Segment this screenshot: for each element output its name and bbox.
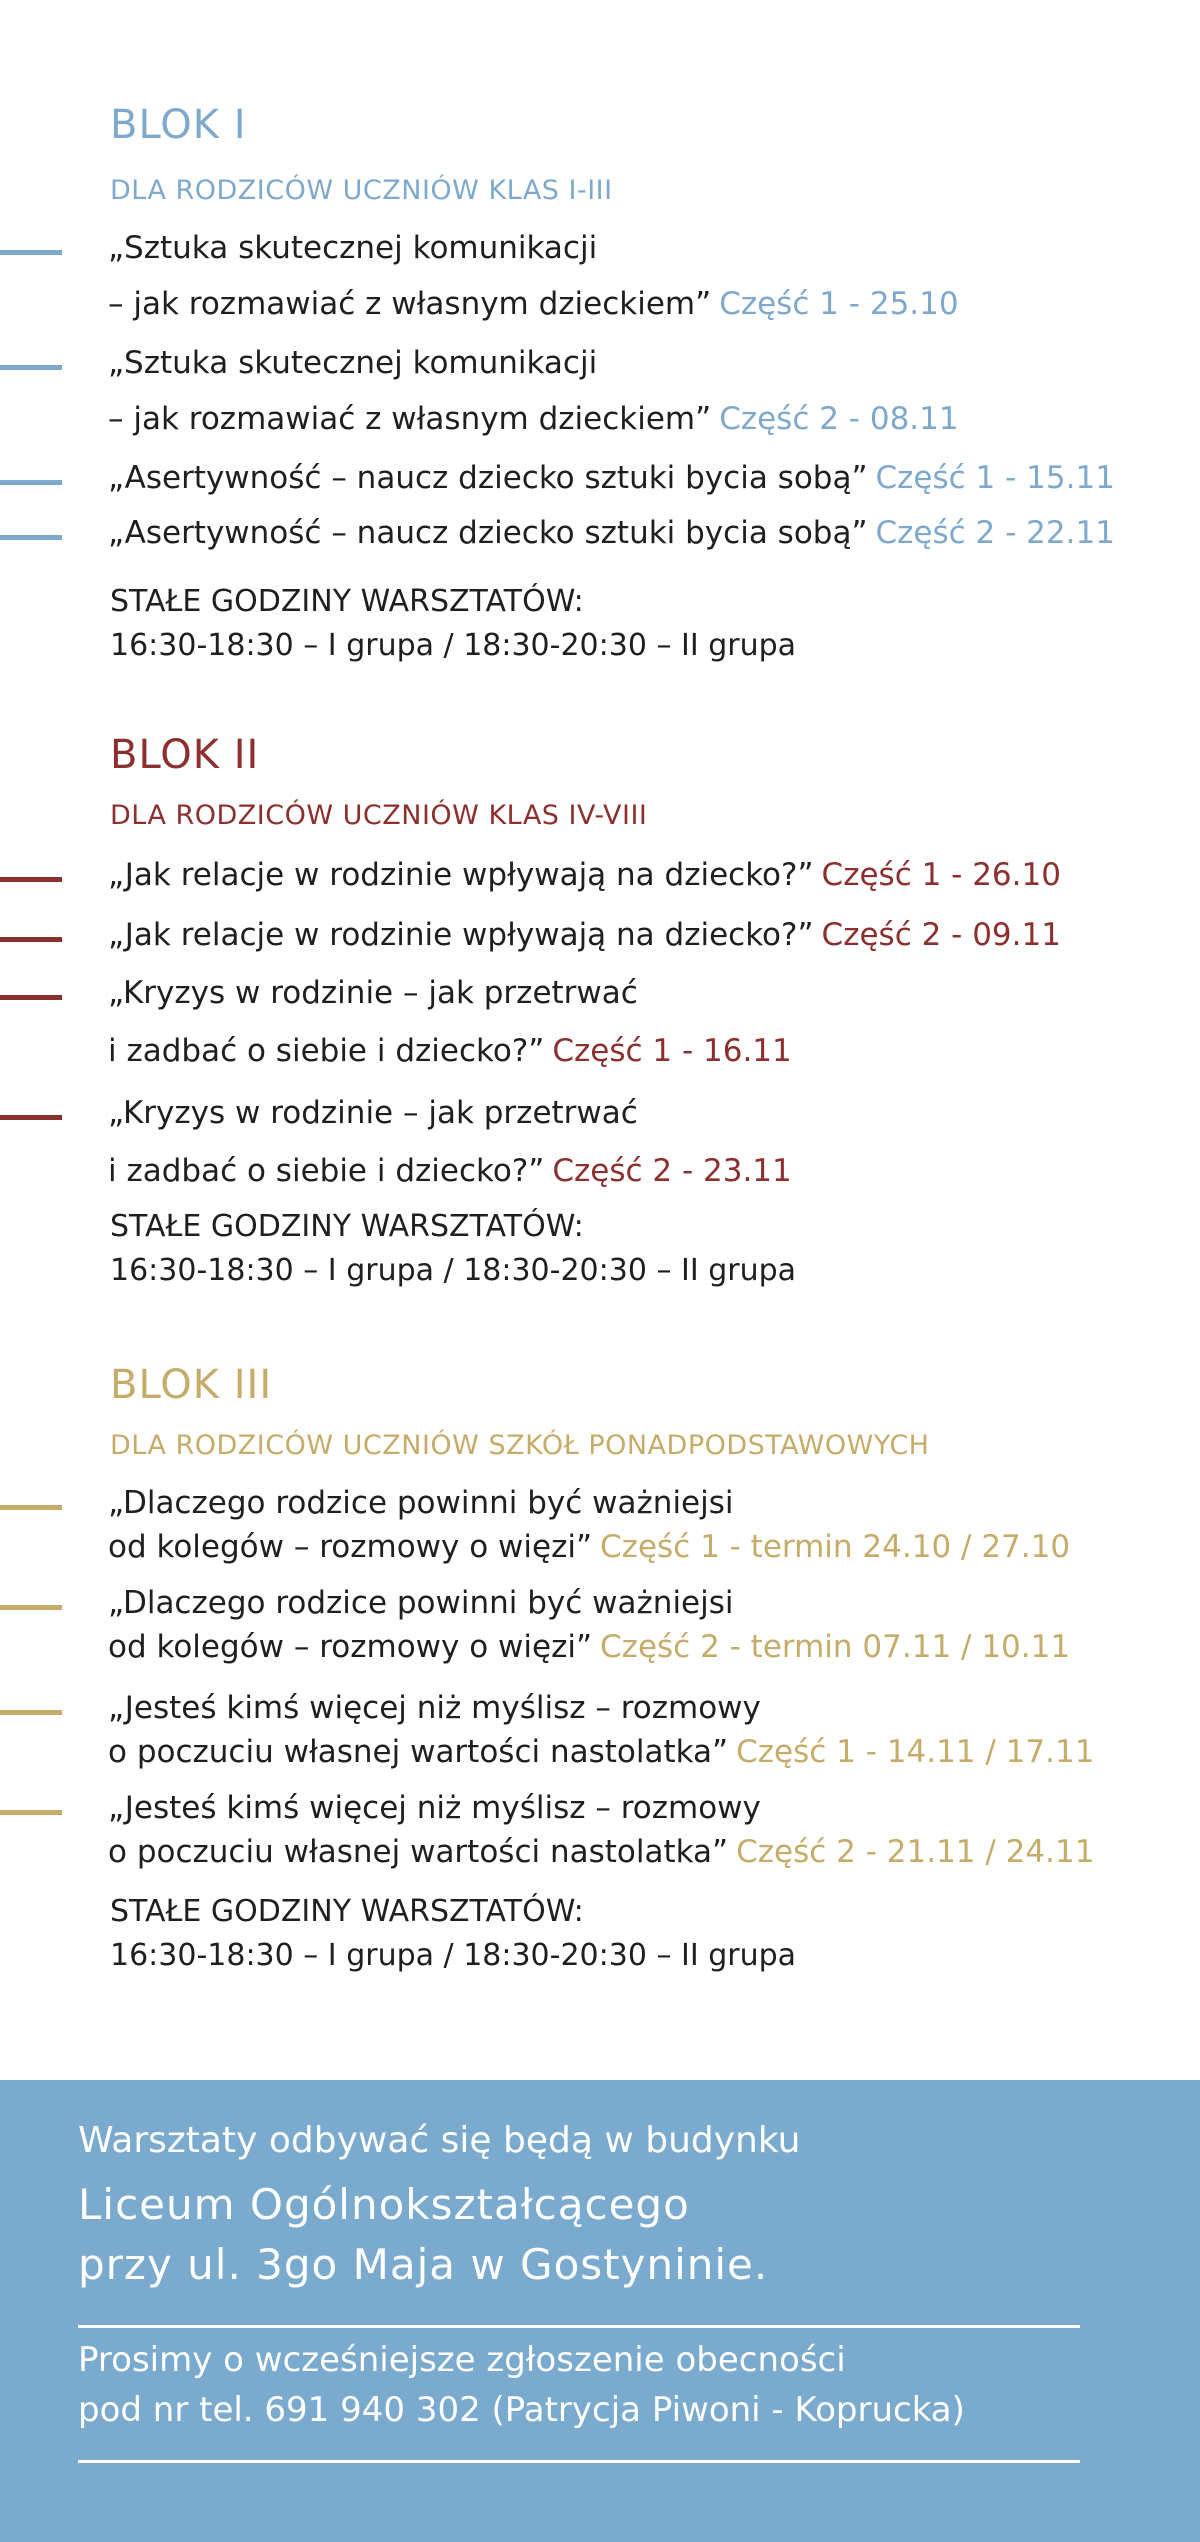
bullet-line [0,877,62,882]
registration-note: Prosimy o wcześniejsze zgłoszenie obecności [78,2340,846,2380]
divider [78,2460,1080,2463]
item-text-cont: od kolegów – rozmowy o więzi” [108,1629,593,1665]
item-part-date: Część 1 - 15.11 [875,460,1115,496]
blok-3-subtitle: DLA RODZICÓW UCZNIÓW SZKÓŁ PONADPODSTAWOWYCH [110,1430,930,1461]
item-text: „Asertywność – naucz dziecko sztuki bycia sobą” [108,515,868,551]
item-part-date: Część 1 - 14.11 / 17.11 [736,1734,1095,1770]
item-text-line2 [108,401,959,437]
bullet-line [0,365,62,370]
item-part-date: Część 1 - termin 24.10 / 27.10 [600,1529,1071,1565]
blok-3-title: BLOK III [110,1362,273,1408]
venue-intro: Warsztaty odbywać się będą w budynku [78,2120,801,2161]
item-part-date: Część 1 - 16.11 [552,1033,792,1069]
item-text-line2 [108,1629,1070,1665]
bullet-line [0,1810,62,1815]
item-text-line [108,515,1115,551]
item-text-cont: od kolegów – rozmowy o więzi” [108,1529,593,1565]
blok-1-hours [110,580,796,668]
item-text-line [108,857,1061,893]
item-text-line2 [108,1734,1094,1770]
hours-value: 16:30-18:30 – I grupa / 18:30-20:30 – II grupa [110,1938,797,1973]
item-part-date: Część 2 - termin 07.11 / 10.11 [600,1629,1071,1665]
item-part-date: Część 1 - 26.10 [821,857,1061,893]
bullet-line [0,480,62,485]
venue-address: przy ul. 3go Maja w Gostyninie. [78,2240,769,2289]
item-text: „Jak relacje w rodzinie wpływają na dziecko?” [108,857,814,893]
item-part-date: Część 2 - 21.11 / 24.11 [736,1834,1095,1870]
info-footer [0,2080,1200,2542]
item-text-line2 [108,1153,792,1189]
item-text-line2 [108,286,959,322]
item-text: „Sztuka skutecznej komunikacji [108,230,598,266]
hours-label: STAŁE GODZINY WARSZTATÓW: [110,1209,584,1244]
item-part-date: Część 1 - 25.10 [719,286,959,322]
item-text: „Sztuka skutecznej komunikacji [108,345,598,381]
bullet-line [0,995,62,1000]
item-text-cont: i zadbać o siebie i dziecko?” [108,1033,545,1069]
item-text-cont: o poczuciu własnej wartości nastolatka” [108,1734,729,1770]
item-text-cont: i zadbać o siebie i dziecko?” [108,1153,545,1189]
item-part-date: Część 2 - 23.11 [552,1153,792,1189]
divider [78,2325,1080,2328]
item-text-line2 [108,1033,792,1069]
hours-label: STAŁE GODZINY WARSZTATÓW: [110,584,584,619]
blok-2-title: BLOK II [110,732,260,778]
item-text: „Jesteś kimś więcej niż myślisz – rozmowy [108,1690,761,1726]
item-part-date: Część 2 - 08.11 [719,401,959,437]
item-text: „Kryzys w rodzinie – jak przetrwać [108,975,638,1011]
bullet-line [0,1115,62,1120]
blok-1-title: BLOK I [110,102,247,148]
item-text-line [108,460,1115,496]
item-text: „Dlaczego rodzice powinni być ważniejsi [108,1485,734,1521]
item-text-cont: o poczuciu własnej wartości nastolatka” [108,1834,729,1870]
bullet-line [0,535,62,540]
registration-phone: pod nr tel. 691 940 302 (Patrycja Piwoni - Koprucka) [78,2390,965,2430]
item-text-cont: – jak rozmawiać z własnym dzieckiem” [108,401,712,437]
blok-2-subtitle: DLA RODZICÓW UCZNIÓW KLAS IV-VIII [110,800,648,831]
hours-value: 16:30-18:30 – I grupa / 18:30-20:30 – II grupa [110,1253,797,1288]
bullet-line [0,1505,62,1510]
blok-2-hours [110,1205,796,1293]
item-text-line2 [108,1834,1094,1870]
blok-3-hours [110,1890,796,1978]
item-text: „Kryzys w rodzinie – jak przetrwać [108,1095,638,1131]
item-text-cont: – jak rozmawiać z własnym dzieckiem” [108,286,712,322]
bullet-line [0,937,62,942]
hours-label: STAŁE GODZINY WARSZTATÓW: [110,1894,584,1929]
hours-value: 16:30-18:30 – I grupa / 18:30-20:30 – II grupa [110,628,797,663]
blok-1-subtitle: DLA RODZICÓW UCZNIÓW KLAS I-III [110,175,613,206]
item-text: „Jak relacje w rodzinie wpływają na dziecko?” [108,917,814,953]
item-text: „Jesteś kimś więcej niż myślisz – rozmowy [108,1790,761,1826]
bullet-line [0,1710,62,1715]
item-text: „Dlaczego rodzice powinni być ważniejsi [108,1585,734,1621]
bullet-line [0,1605,62,1610]
bullet-line [0,250,62,255]
venue-school: Liceum Ogólnokształcącego [78,2180,690,2229]
item-text-line [108,917,1061,953]
item-text: „Asertywność – naucz dziecko sztuki bycia sobą” [108,460,868,496]
item-text-line2 [108,1529,1070,1565]
item-part-date: Część 2 - 09.11 [821,917,1061,953]
item-part-date: Część 2 - 22.11 [875,515,1115,551]
